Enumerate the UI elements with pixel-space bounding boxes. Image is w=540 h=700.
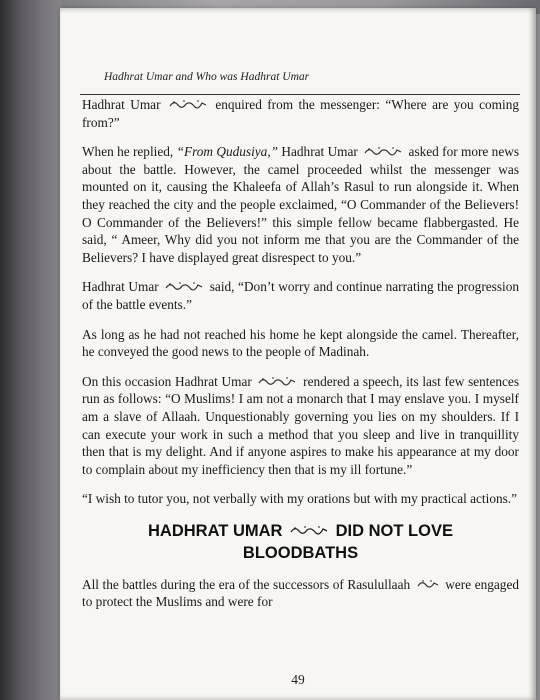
section-heading: HADHRAT UMAR DID NOT LOVE BLOODBATHS [148,521,453,562]
running-header-text: Hadhrat Umar and Who was Hadhrat Umar [104,71,310,83]
paragraph: Hadhrat Umar said, “Don’t worry and continue narrating the progression of the battle events.” [82,279,519,312]
book-spine-shadow [0,0,62,700]
paragraph: On this occasion Hadhrat Umar rendered a speech, its last few sentences run as follows: “O Muslims! I am not a monarch that I may enslave you. I myself am a slave of Allaah. Unquestionably governing you lies on my shoulders. If I can execute your work in such a method that you sleep and live in tranquillity then that is my delight. And if anyone aspires to make his appearance at my door to complain about my inefficiency then that is my ill fortune.” [82,373,520,477]
arabic-honorific-icon [364,146,402,156]
running-header [104,71,504,83]
arabic-honorific-icon [169,99,207,109]
arabic-honorific-icon [258,376,296,386]
arabic-honorific-icon [165,281,203,291]
paragraph: Hadhrat Umar enquired from the messenger: “Where are you coming from?” [82,97,519,130]
arabic-honorific-icon [290,525,328,535]
paragraph: All the battles during the era of the successors of Rasulullaah were engaged to protect the Muslims and were for [82,576,519,610]
page-number: 49 [291,672,305,687]
header-rule [80,94,520,95]
page-body [82,96,519,623]
paragraph: When he replied, “From Qudusiya,” Hadhrat Umar asked for more news about the battle. However, the camel proceeded whilst the messenger was mounted on it, causing the Khaleefa of Allah’s Rasul to run alongside it. When they reached the city and the people exclaimed, “O Commander of the Believers! O Commander of the Believers!” this simple fellow became flabbergasted. He said, “ Ameer, Why did you not inform me that you are the Commander of the Believers? I have displayed great disrespect to you.” [82,144,519,265]
book-page [60,8,536,700]
paragraph: “I wish to tutor you, not verbally with my orations but with my practical actions.” [82,491,518,507]
arabic-salutation-icon [417,579,439,589]
paragraph: As long as he had not reached his home he kept alongside the camel. Thereafter, he conveyed the good news to the people of Madinah. [82,326,519,360]
